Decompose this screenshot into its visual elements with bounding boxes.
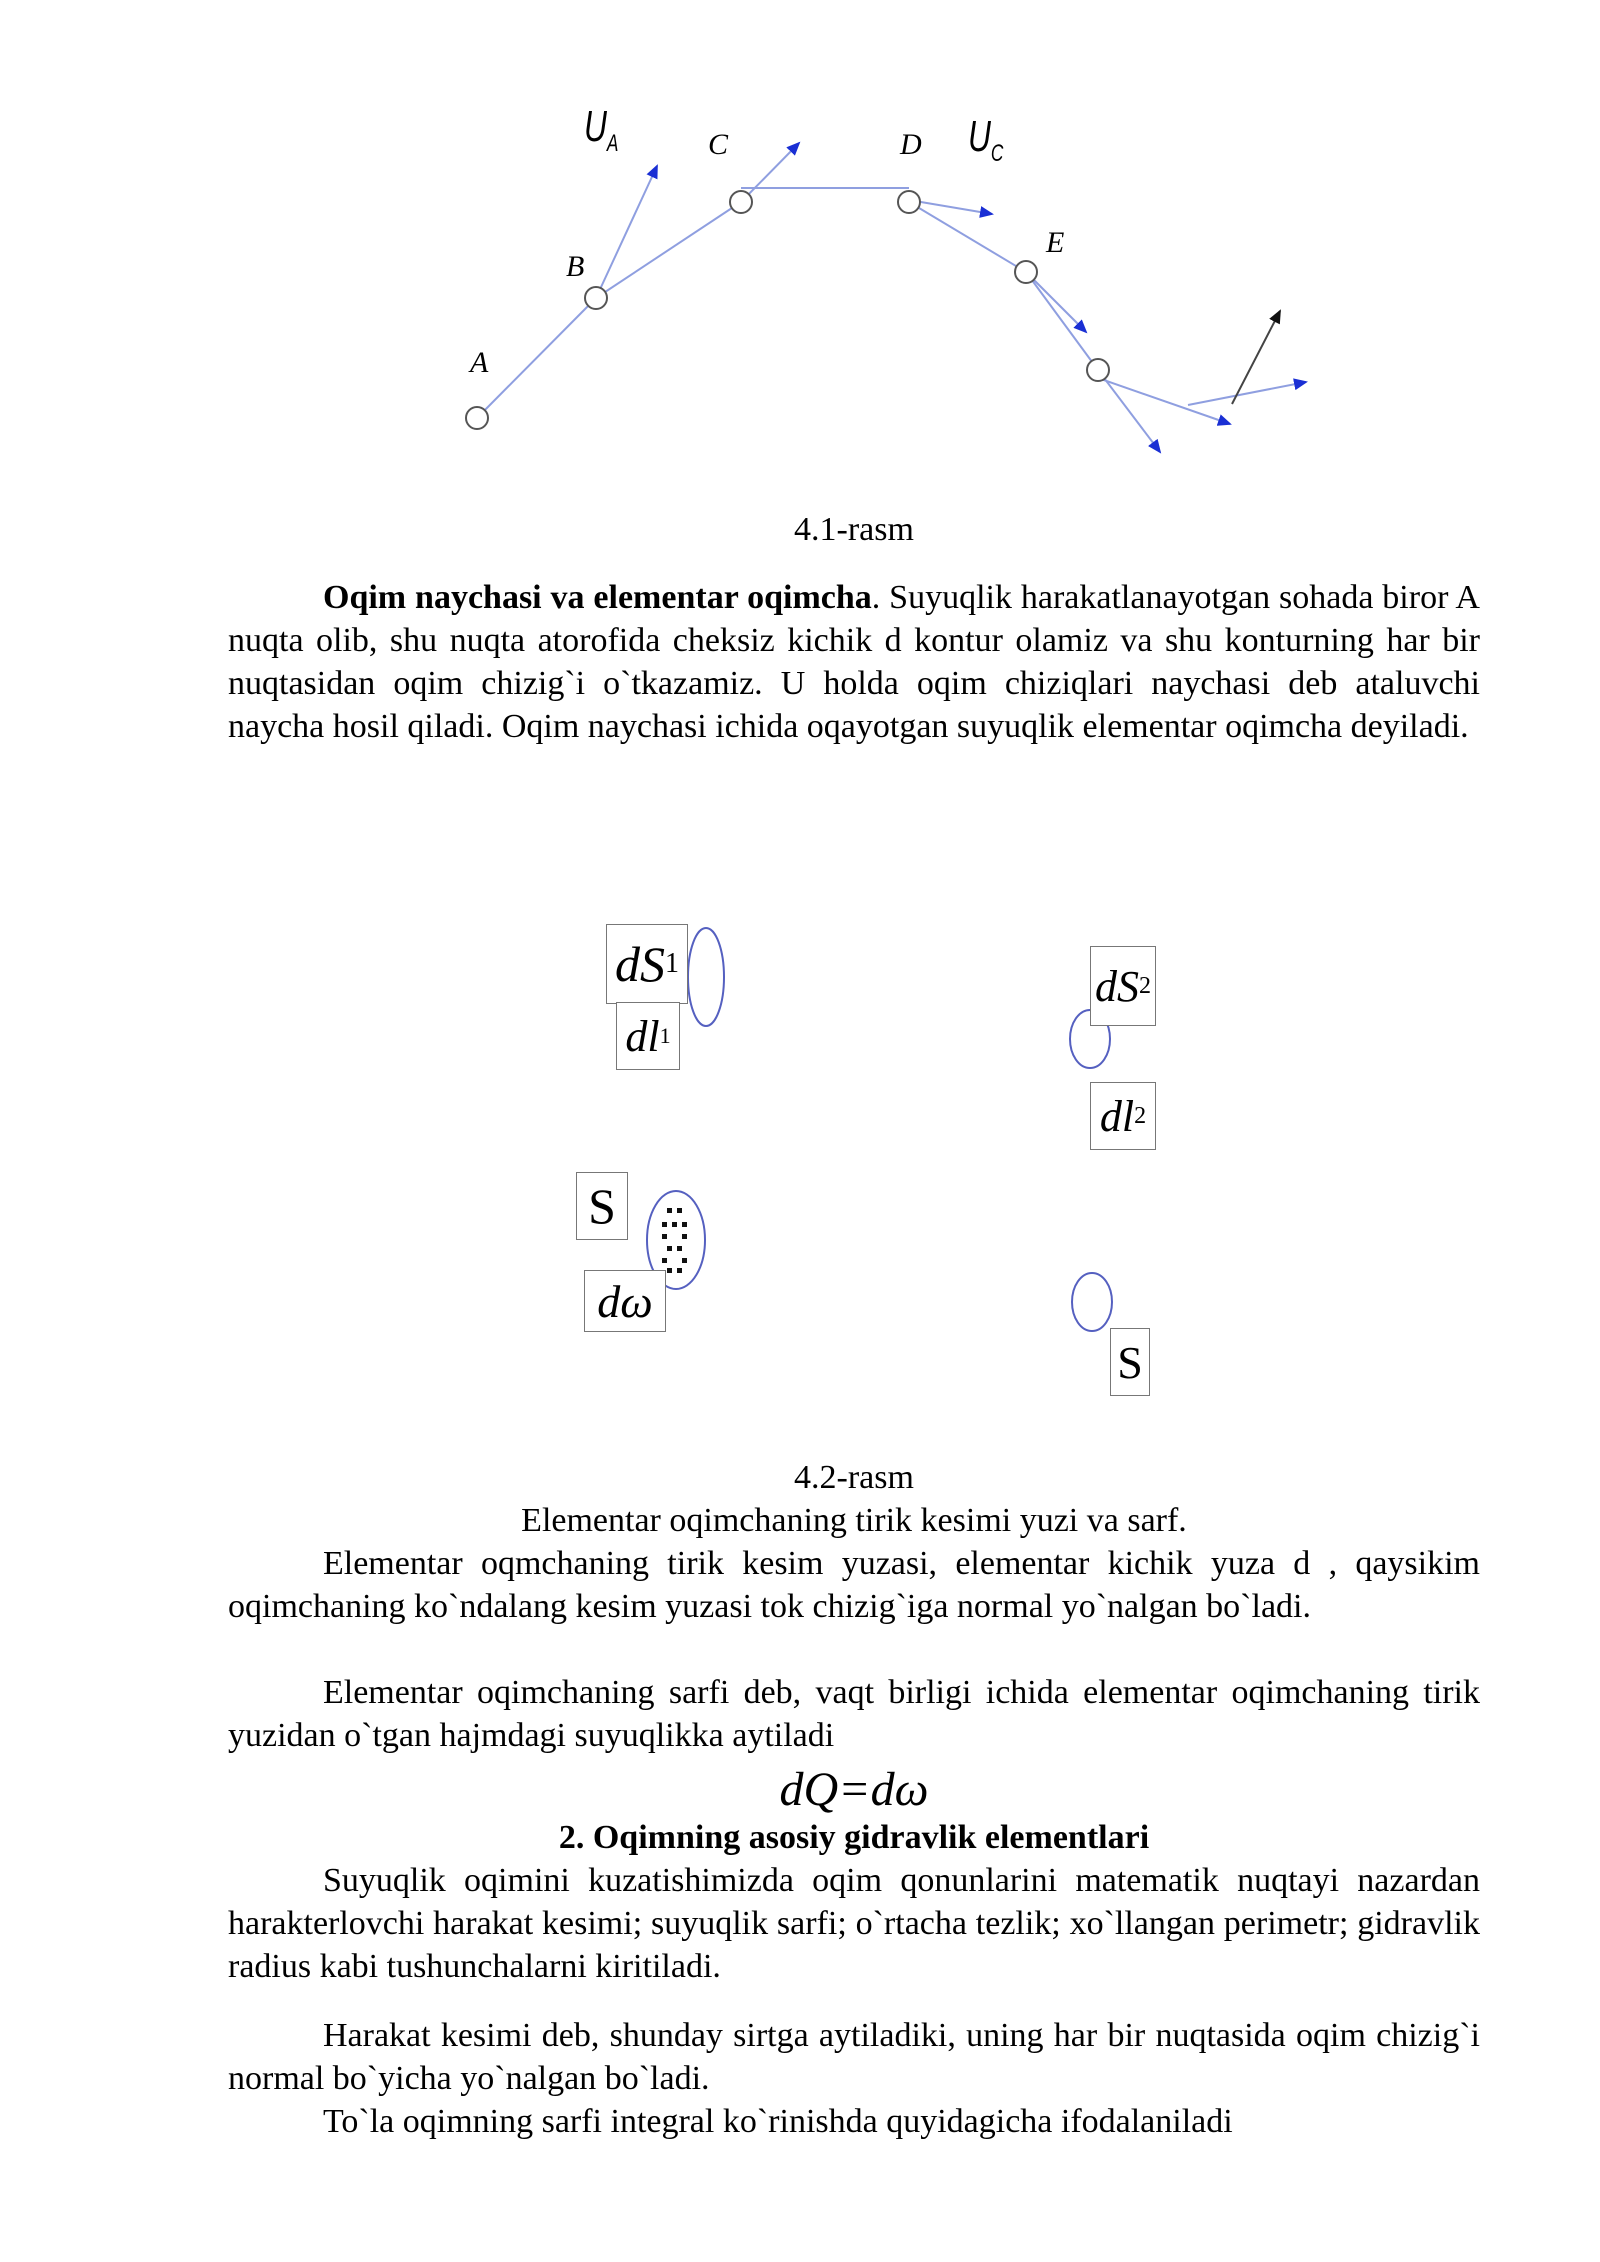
velocity-vectors	[596, 143, 1306, 452]
stream-tube-sections	[0, 900, 1600, 1420]
point-f	[1087, 359, 1109, 381]
stream-points	[466, 191, 1109, 429]
point-b	[585, 287, 607, 309]
streamline-path	[477, 188, 1098, 418]
point-d	[898, 191, 920, 213]
label-velocity-a: $U_A$	[584, 102, 619, 157]
paragraph-flow-rate: Elementar oqimchaning sarfi deb, vaqt birligi ichida elementar oqimchaning tirik yuzidan o`tgan hajmdagi suyuqlikka aytiladi	[228, 1674, 1480, 1754]
label-a: A	[470, 346, 489, 379]
box-s-right: S	[1110, 1328, 1150, 1396]
streamline-diagram	[0, 0, 1600, 480]
box-dl1: dl 1	[616, 1002, 680, 1070]
paragraph-cross-section: Elementar oqmchaning tirik kesim yuzasi, elementar kichik yuza d , qaysikim oqimchaning ko`ndalang kesim yuzasi tok chizig`iga normal yo`nalgan bo`ladi.	[228, 1545, 1480, 1625]
label-b: B	[566, 250, 585, 283]
box-domega: dω	[584, 1270, 666, 1332]
figure-caption-4-2: 4.2-rasm	[794, 1459, 914, 1496]
box-dl2: dl 2	[1090, 1082, 1156, 1150]
label-velocity-c: $U_C$	[968, 112, 1004, 167]
paragraph-hydraulic-elements: Suyuqlik oqimini kuzatishimizda oqim qonunlarini matematik nuqtayi nazardan harakterlovchi harakat kesimi; suyuqlik sarfi; o`rtacha tezlik; xo`llangan perimetr; gidravlik radius kabi tushunchalarni kiritiladi.	[228, 1862, 1480, 1985]
figure-caption-4-1: 4.1-rasm	[794, 511, 914, 548]
section-ellipse-s-right	[1072, 1273, 1112, 1331]
section-ellipse-ds1	[688, 928, 724, 1026]
figure-4-2	[0, 900, 1600, 1420]
label-d: D	[900, 128, 922, 161]
point-e	[1015, 261, 1037, 283]
section-heading: 2. Oqimning asosiy gidravlik elementlari	[558, 1819, 1150, 1856]
point-c	[730, 191, 752, 213]
label-e: E	[1046, 226, 1065, 259]
paragraph-flow-section: Harakat kesimi deb, shunday sirtga aytiladiki, uning har bir nuqtasida oqim chizig`i normal bo`yicha yo`nalgan bo`ladi.	[228, 2017, 1480, 2097]
figure-subcaption-4-2: Elementar oqimchaning tirik kesimi yuzi va sarf.	[521, 1502, 1187, 1539]
label-c: C	[708, 128, 729, 161]
point-a	[466, 407, 488, 429]
formula-flow-rate: dQ=dω	[779, 1763, 929, 1816]
box-s-left: S	[576, 1172, 628, 1240]
paragraph-stream-tube	[228, 576, 1480, 748]
box-ds1: dS 1	[606, 924, 688, 1004]
paragraph-total-flow: To`la oqimning sarfi integral ko`rinishda quyidagicha ifodalaniladi	[323, 2103, 1233, 2140]
paragraph-title: Oqim naychasi va elementar oqimcha	[323, 579, 872, 616]
dotted-pattern	[662, 1208, 687, 1273]
figure-4-1	[0, 0, 1600, 480]
paragraph-body: . Suyuqlik harakatlanayotgan sohada biror A nuqta olib, shu nuqta atorofida cheksiz kichik d kontur olamiz va shu konturning har bir nuqtasidan oqim chizig`i o`tkazamiz. U holda oqim chiziqlari naychasi deb ataluvchi naycha hosil qiladi. Oqim naychasi ichida oqayotgan suyuqlik elementar oqimcha deyiladi.	[228, 579, 1480, 745]
box-ds2: dS 2	[1090, 946, 1156, 1026]
